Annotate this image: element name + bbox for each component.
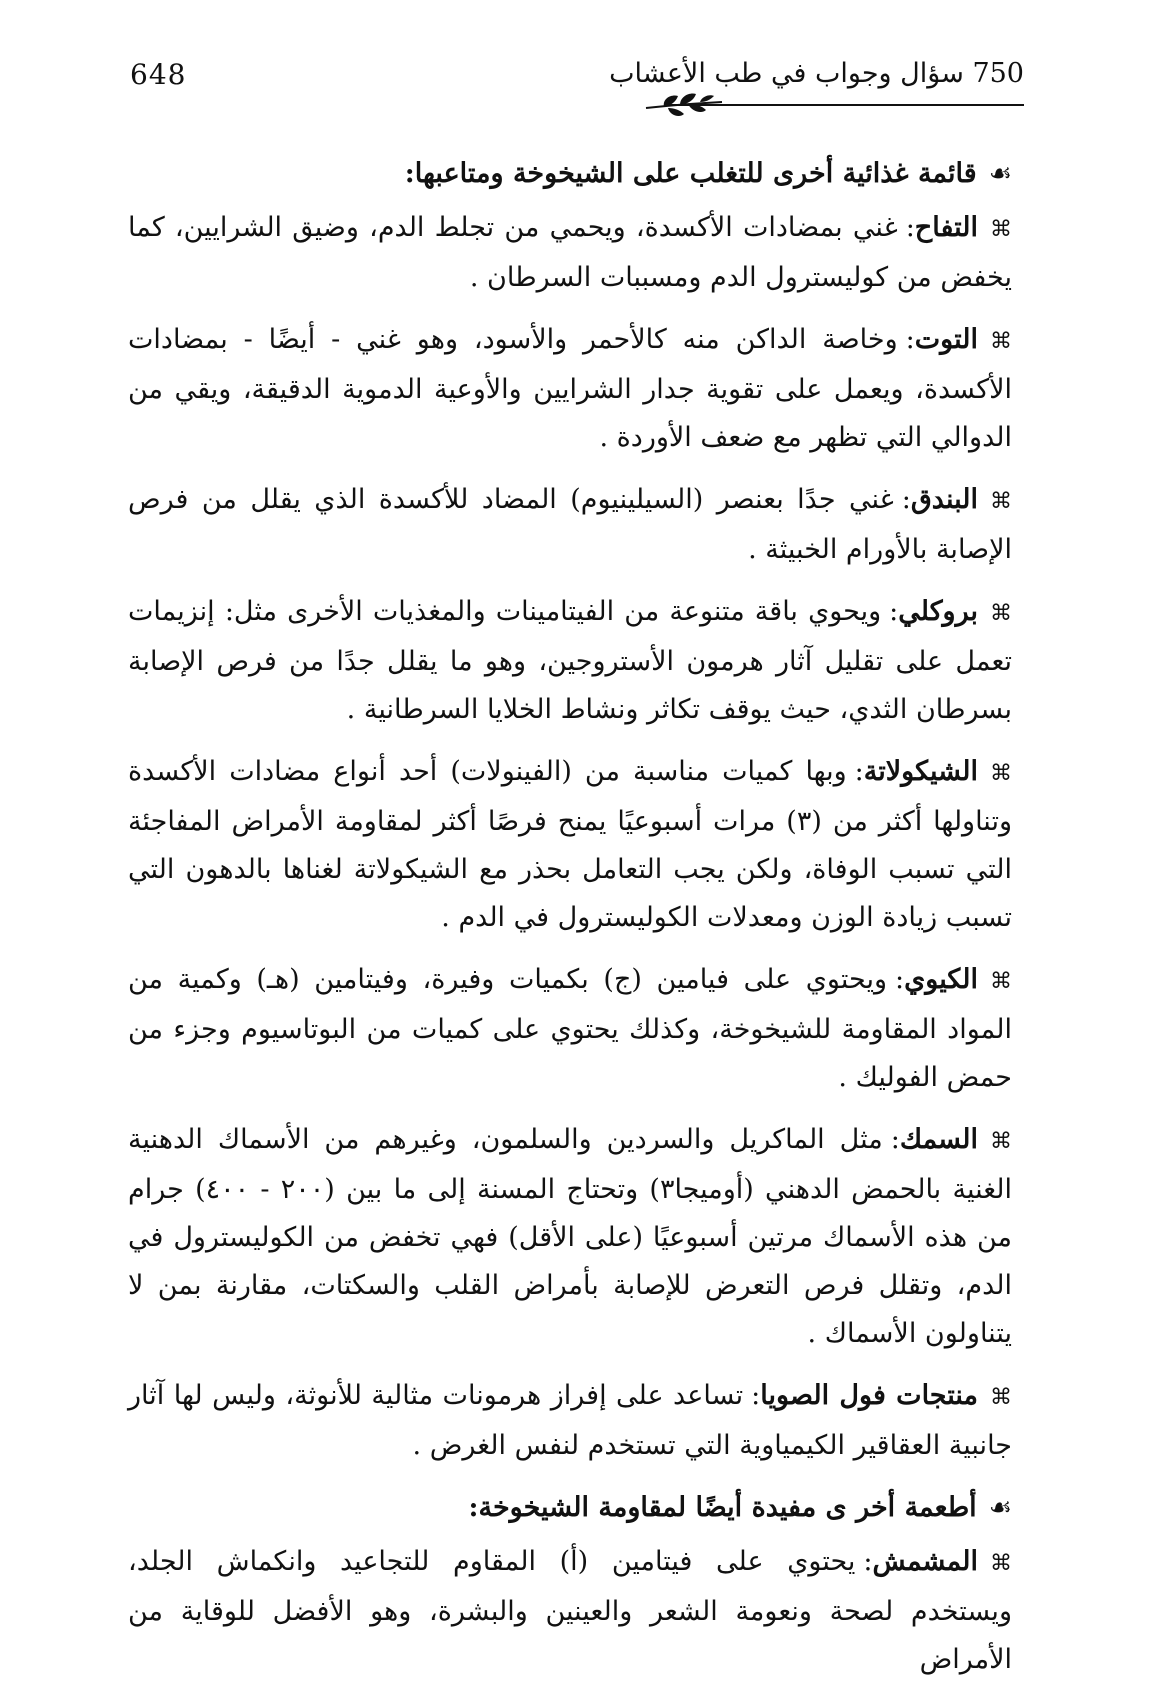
list-item-kiwi xyxy=(128,956,1012,1102)
bullet-icon: ⌘ xyxy=(990,969,1012,994)
term-separator: : xyxy=(863,1546,873,1577)
item-term: التوت xyxy=(914,324,978,355)
item-term: التفاح xyxy=(914,212,978,243)
term-separator: : xyxy=(905,324,915,355)
term-separator: : xyxy=(751,1380,761,1411)
section-1 xyxy=(128,150,1012,1470)
term-separator: : xyxy=(854,756,864,787)
bullet-icon: ⌘ xyxy=(990,1385,1012,1410)
bullet-icon: ⌘ xyxy=(990,761,1012,786)
term-separator: : xyxy=(895,964,905,995)
section-heading-text: أطعمة أخر ى مفيدة أيضًا لمقاومة الشيخوخة: xyxy=(468,1492,977,1523)
section-heading-text: قائمة غذائية أخرى للتغلب على الشيخوخة ومتاعبها: xyxy=(404,158,977,189)
list-item-soy xyxy=(128,1372,1012,1470)
item-text: يحتوي على فيتامين (أ) المقاوم للتجاعيد وانكماش الجلد، ويستخدم لصحة ونعومة الشعر والعينين والبشرة، وهو الأفضل للوقاية من الأمراض xyxy=(128,1546,1012,1675)
item-text: وخاصة الداكن منه كالأحمر والأسود، وهو غني - أيضًا - بمضادات الأكسدة، ويعمل على تقوية جدار الشرايين والأوعية الدموية الدقيقة، ويقي من الدوالي التي تظهر مع ضعف الأوردة . xyxy=(128,324,1012,453)
item-term: منتجات فول الصويا xyxy=(760,1380,978,1411)
item-term: البندق xyxy=(910,484,978,515)
item-term: الشيكولاتة xyxy=(863,756,978,787)
item-text: غني جدًا بعنصر (السيلينيوم) المضاد للأكسدة الذي يقلل من فرص الإصابة بالأورام الخبيثة . xyxy=(128,484,1012,565)
page-number: 648 xyxy=(130,58,187,91)
leaf-ornament-icon xyxy=(644,90,724,120)
list-item-berries xyxy=(128,316,1012,462)
term-separator: : xyxy=(890,1124,900,1155)
section-heading xyxy=(128,150,1012,198)
bullet-icon: ⌘ xyxy=(990,1129,1012,1154)
term-separator: : xyxy=(901,484,911,515)
item-text: مثل الماكريل والسردين والسلمون، وغيرهم من الأسماك الدهنية الغنية بالحمض الدهني (أوميجا٣) وتحتاج المسنة إلى ما بين (٢٠٠ - ٤٠٠) جرام من هذه الأسماك مرتين أسبوعيًا (على الأقل) فهي تخفض من الكوليسترول في الدم، وتقلل فرص التعرض للإصابة بأمراض القلب والسكتات، مقارنة بمن لا يتناولون الأسماك . xyxy=(128,1124,1012,1349)
section-2 xyxy=(128,1484,1012,1684)
bullet-icon: ⌘ xyxy=(990,217,1012,242)
flower-mark-icon: ☙ xyxy=(988,159,1012,189)
item-term: المشمش xyxy=(872,1546,978,1577)
bullet-icon: ⌘ xyxy=(990,489,1012,514)
item-term: بروكلي xyxy=(898,596,978,627)
item-text: وبها كميات مناسبة من (الفينولات) أحد أنواع مضادات الأكسدة وتناولها أكثر من (٣) مرات أسبوعيًا يمنح فرصًا أكثر لمقاومة الأمراض المفاجئة التي تسبب الوفاة، ولكن يجب التعامل بحذر مع الشيكولاتة لغناها بالدهون التي تسبب زيادة الوزن ومعدلات الكوليسترول في الدم . xyxy=(128,756,1013,933)
list-item-fish xyxy=(128,1116,1012,1358)
bullet-icon: ⌘ xyxy=(990,1551,1012,1576)
section-heading xyxy=(128,1484,1012,1532)
item-term: السمك xyxy=(899,1124,978,1155)
list-item-hazelnut xyxy=(128,476,1012,574)
item-text: ويحوي باقة متنوعة من الفيتامينات والمغذيات الأخرى مثل: إنزيمات تعمل على تقليل آثار هرمون الأستروجين، وهو ما يقلل جدًا من فرص الإصابة بسرطان الثدي، حيث يوقف تكاثر ونشاط الخلايا السرطانية . xyxy=(128,596,1012,725)
item-text: غني بمضادات الأكسدة، ويحمي من تجلط الدم، وضيق الشرايين، كما يخفض من كوليسترول الدم ومسببات السرطان . xyxy=(128,212,1012,293)
term-separator: : xyxy=(905,212,915,243)
list-item-apricot xyxy=(128,1538,1012,1684)
list-item-apple xyxy=(128,204,1012,302)
page-header xyxy=(130,58,1024,118)
running-title: 750 سؤال وجواب في طب الأعشاب xyxy=(609,58,1024,89)
page-body xyxy=(128,150,1012,1698)
bullet-icon: ⌘ xyxy=(990,329,1012,354)
list-item-broccoli xyxy=(128,588,1012,734)
flower-mark-icon: ☙ xyxy=(988,1493,1012,1523)
list-item-chocolate xyxy=(128,748,1012,942)
bullet-icon: ⌘ xyxy=(990,601,1012,626)
item-text: ويحتوي على فيامين (ج) بكميات وفيرة، وفيتامين (هـ) وكمية من المواد المقاومة للشيخوخة، وكذلك يحتوي على كميات من البوتاسيوم وجزء من حمض الفوليك . xyxy=(128,964,1012,1093)
item-term: الكيوي xyxy=(904,964,978,995)
term-separator: : xyxy=(889,596,899,627)
item-text: تساعد على إفراز هرمونات مثالية للأنوثة، وليس لها آثار جانبية العقاقير الكيمياوية التي تستخدم لنفس الغرض . xyxy=(128,1380,1012,1461)
